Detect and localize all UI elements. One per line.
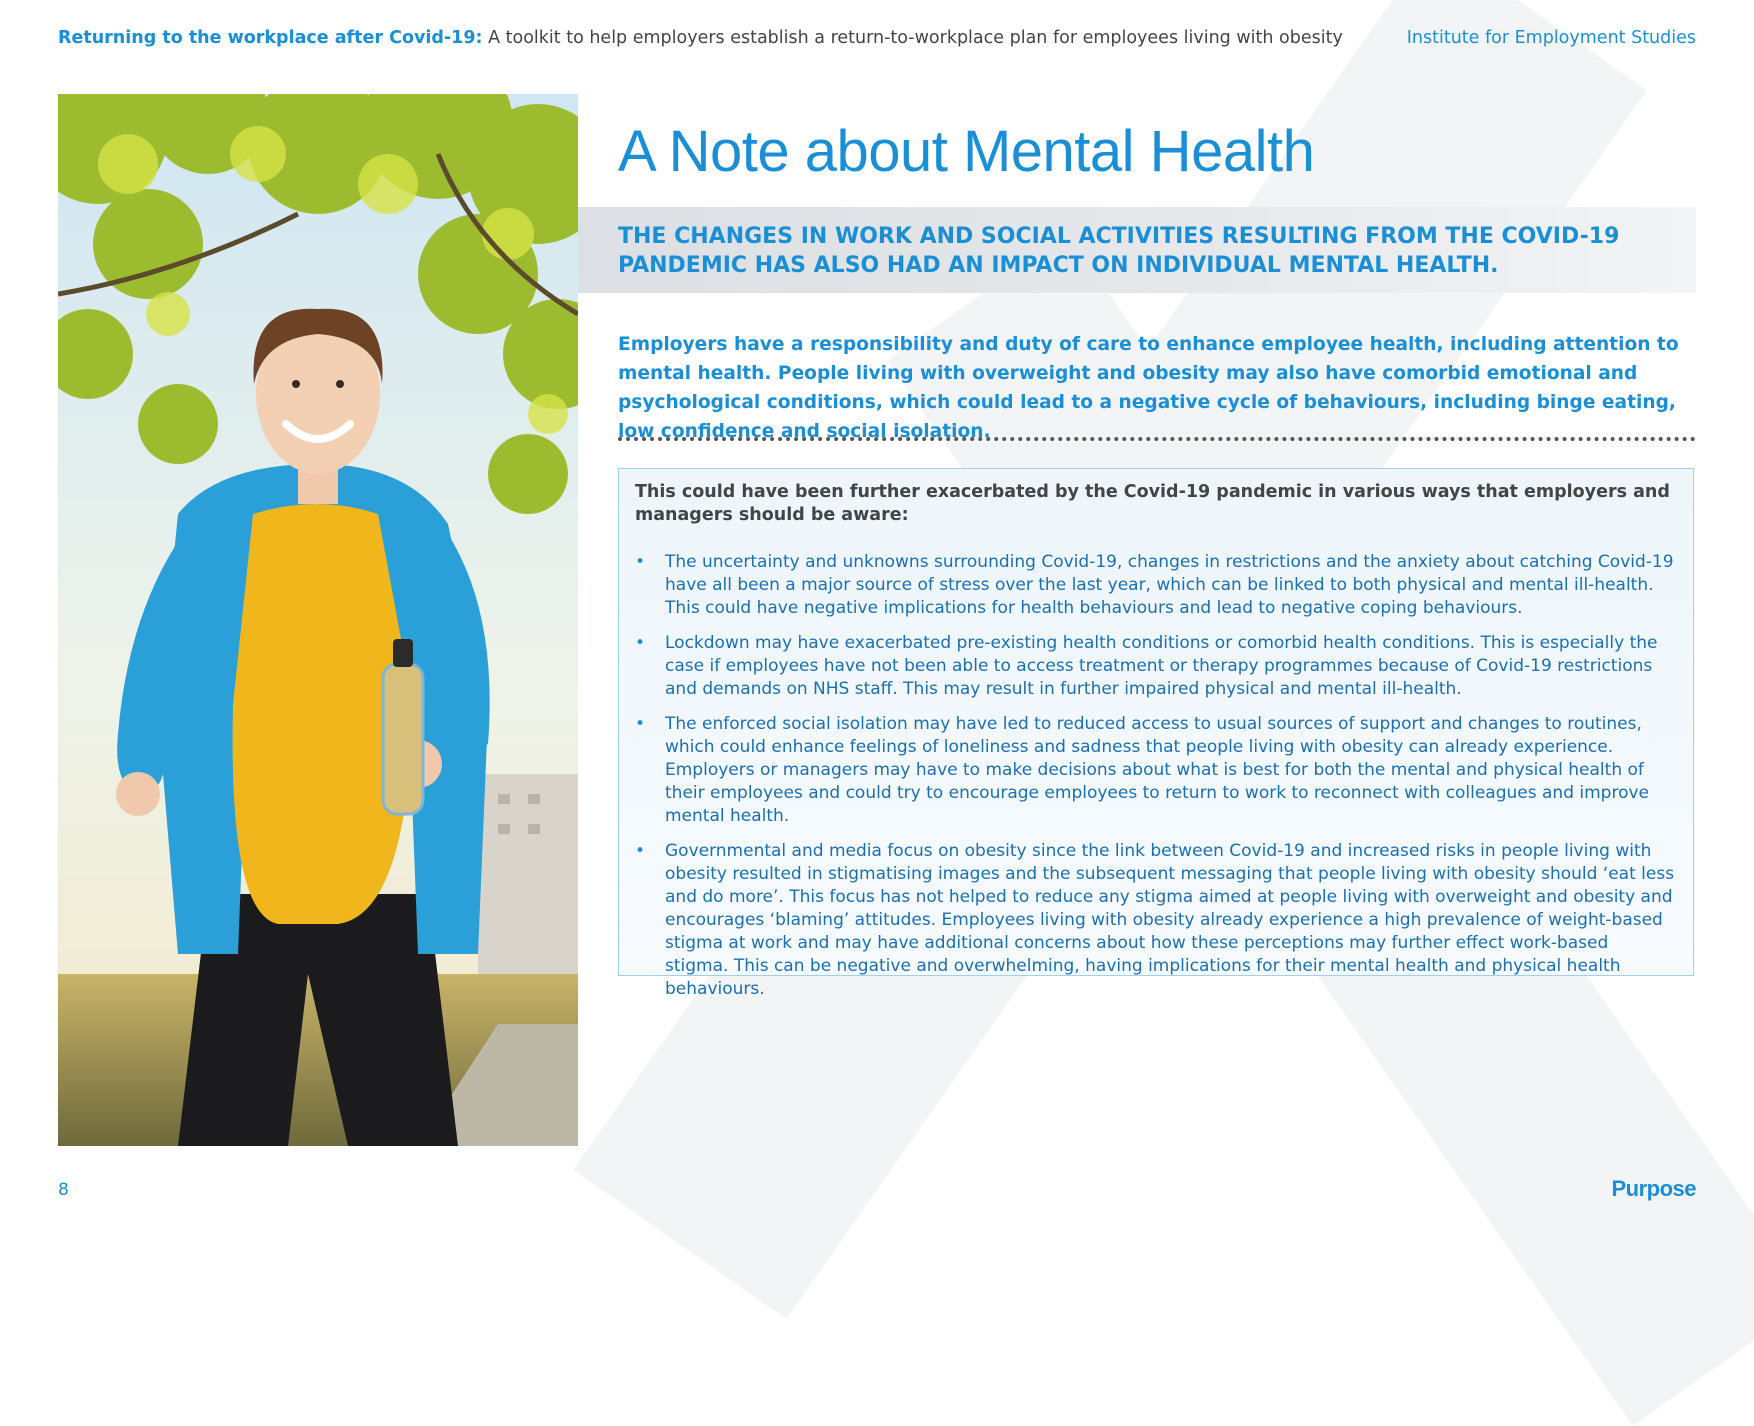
list-item — [635, 840, 1677, 1001]
organisation-name: Institute for Employment Studies — [1406, 28, 1696, 48]
document-subtitle: A toolkit to help employers establish a return-to-workplace plan for employees living with obesity — [488, 28, 1343, 48]
bullet-icon: • — [635, 552, 646, 572]
page-number: 8 — [58, 1180, 69, 1200]
page-header — [58, 28, 1696, 56]
info-box-lead: This could have been further exacerbated by the Covid-19 pandemic in various ways that employers and managers should be aware: — [635, 482, 1670, 525]
banner — [578, 207, 1696, 293]
bullet-icon: • — [635, 714, 646, 734]
dotted-divider — [618, 437, 1696, 441]
list-item-text: The enforced social isolation may have led to reduced access to usual sources of support and changes to routines, which could enhance feelings of loneliness and sadness that people living with obesity can already experience. Employers or managers may have to make decisions about what is best for both the mental and physical health of their employees and could try to encourage employees to return to work to reconnect with colleagues and improve mental health. — [665, 714, 1649, 826]
header-left — [58, 28, 1343, 48]
info-box — [618, 468, 1694, 999]
document-title: Returning to the workplace after Covid-19: — [58, 28, 483, 48]
list-item — [635, 632, 1677, 701]
list-item-text: Governmental and media focus on obesity since the link between Covid-19 and increased risks in people living with obesity resulted in stigmatising images and the subsequent messaging that people living with obesity should ‘eat less and do more’. This focus has not helped to reduce any stigma aimed at people living with overweight and obesity and encourages ‘blaming’ attitudes. Employees living with obesity already experience a high prevalence of weight-based stigma at work and may have additional concerns about how these perceptions may further effect work-based stigma. This can be negative and overwhelming, having implications for their mental health and physical health behaviours. — [665, 841, 1675, 999]
photo-woman-walking — [58, 94, 578, 1146]
list-item — [635, 551, 1677, 620]
list-item — [635, 713, 1677, 828]
bullet-icon: • — [635, 633, 646, 653]
list-item-text: Lockdown may have exacerbated pre-existing health conditions or comorbid health conditions. This is especially the case if employees have not been able to access treatment or therapy programmes because of Covid-19 restrictions and demands on NHS staff. This may result in further impaired physical and mental ill-health. — [665, 633, 1658, 699]
banner-text: THE CHANGES IN WORK AND SOCIAL ACTIVITIES RESULTING FROM THE COVID-19 PANDEMIC HAS ALSO HAD AN IMPACT ON INDIVIDUAL MENTAL HEALTH. — [618, 224, 1620, 278]
page-title: A Note about Mental Health — [618, 119, 1315, 184]
list-item-text: The uncertainty and unknowns surrounding Covid-19, changes in restrictions and the anxiety about catching Covid-19 have all been a major source of stress over the last year, which can be linked to both physical and mental ill-health. This could have negative implications for health behaviours and lead to negative coping behaviours. — [665, 552, 1674, 618]
brand-logo: Purpose — [1611, 1176, 1696, 1201]
intro-paragraph: Employers have a responsibility and duty of care to enhance employee health, including attention to mental health. People living with overweight and obesity may also have comorbid emotional and psychological conditions, which could lead to a negative cycle of behaviours, including binge eating, low confidence and social isolation. — [618, 334, 1679, 442]
bullet-list — [635, 551, 1677, 1013]
bullet-icon: • — [635, 841, 646, 861]
